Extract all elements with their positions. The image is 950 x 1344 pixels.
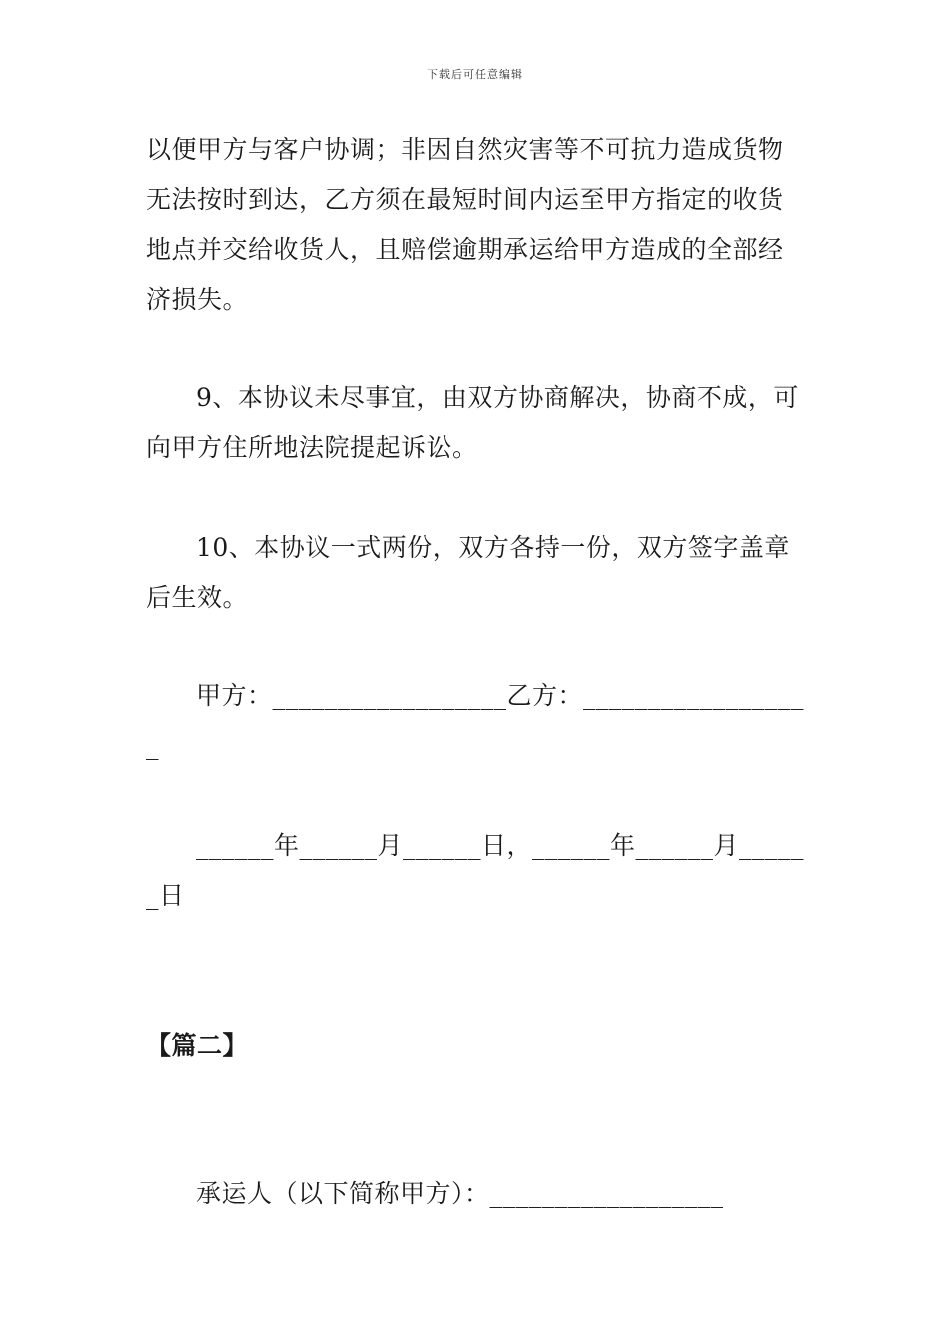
para1-line-2: 无法按时到达，乙方须在最短时间内运至甲方指定的收货: [146, 185, 784, 214]
signature-line-2: _: [146, 731, 159, 760]
para1-line-4: 济损失。: [146, 285, 249, 314]
date-line-2: _日: [146, 881, 185, 910]
section-heading: 【篇二】: [146, 1031, 249, 1060]
para1-line-1: 以便甲方与客户协调；非因自然灾害等不可抗力造成货物: [146, 135, 784, 164]
carrier-line: 承运人（以下简称甲方）：__________________: [196, 1179, 724, 1208]
signature-line-1: 甲方：__________________乙方：_________________: [196, 681, 805, 710]
clause9-line-1: 9、本协议未尽事宜，由双方协商解决，协商不成，可: [196, 383, 799, 412]
para1-line-3: 地点并交给收货人，且赔偿逾期承运给甲方造成的全部经: [146, 235, 784, 264]
clause10-line-2: 后生效。: [146, 583, 249, 612]
header-note: 下载后可任意编辑: [427, 68, 523, 81]
date-line-1: ______年______月______日，______年______月_____: [196, 831, 805, 860]
clause9-line-2: 向甲方住所地法院提起诉讼。: [146, 433, 478, 462]
clause10-line-1: 10、本协议一式两份，双方各持一份，双方签字盖章: [196, 533, 790, 562]
